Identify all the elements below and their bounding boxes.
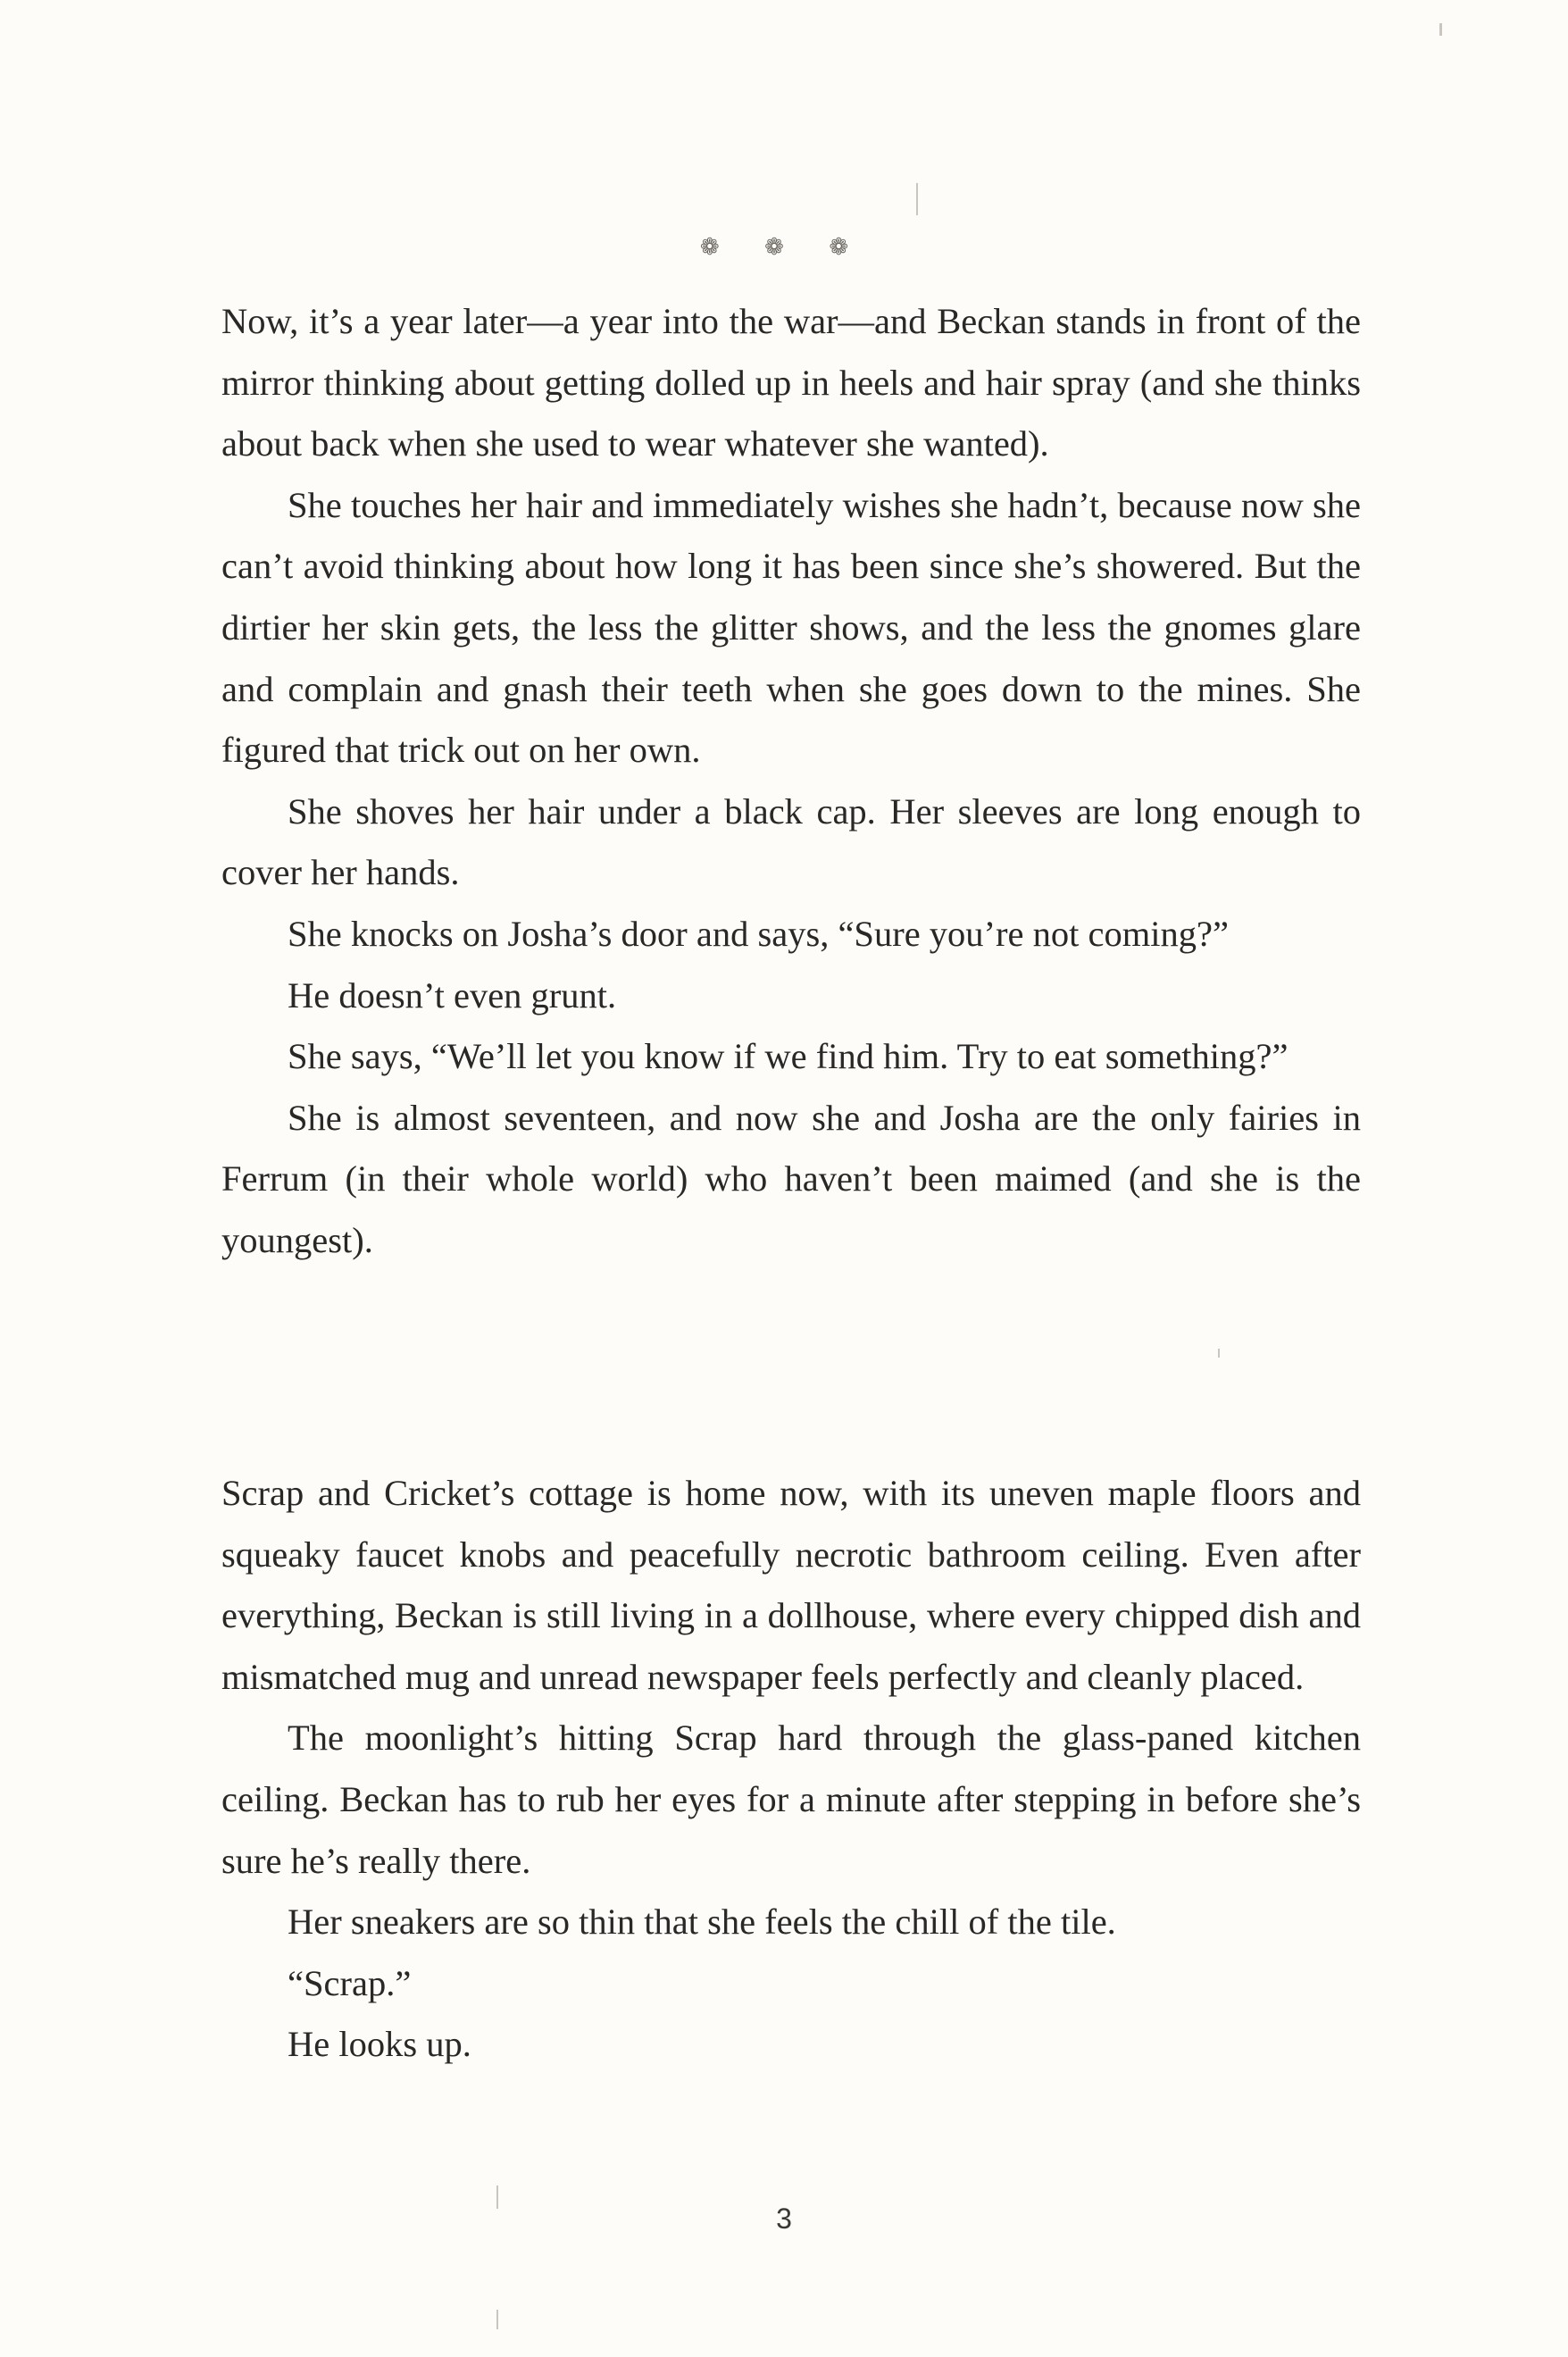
scan-speck <box>1439 23 1442 36</box>
paragraph: The moonlight’s hitting Scrap hard through the glass-paned kitchen ceiling. Beckan has to rub her eyes for a minute after stepping in before she’s sure he’s really there. <box>221 1718 1361 1881</box>
paragraph: He looks up. <box>288 2024 471 2065</box>
paragraph: She touches her hair and immediately wishes she hadn’t, because now she can’t avoid thinking about how long it has been since she’s showered. But the dirtier her skin gets, the less the glitter shows, and the less the gnomes glare and complain and gnash their teeth when she goes down to the mines. She figured that trick out on her own. <box>221 484 1361 771</box>
paragraph: “Scrap.” <box>288 1962 412 2003</box>
paragraph: She says, “We’ll let you know if we find him. Try to eat something?” <box>288 1036 1289 1077</box>
scan-speck <box>496 2186 498 2209</box>
paragraph: Now, it’s a year later—a year into the war—and Beckan stands in front of the mirror thinking about getting dolled up in heels and hair spray (and she thinks about back when she used to wear whatever she wanted). <box>221 301 1361 464</box>
paragraph: Her sneakers are so thin that she feels the chill of the tile. <box>288 1901 1116 1943</box>
paragraph: She knocks on Josha’s door and says, “Sure you’re not coming?” <box>288 913 1229 954</box>
paragraph: Scrap and Cricket’s cottage is home now, with its uneven maple floors and squeaky faucet knobs and peacefully necrotic bathroom ceiling. Even after everything, Beckan is still living in a dollhouse, where every chipped dish and mismatched mug and unread newspaper feels perfectly and cleanly placed. <box>221 1473 1361 1697</box>
scan-speck <box>1218 1349 1220 1358</box>
paragraph: He doesn’t even grunt. <box>288 974 617 1016</box>
section-1-text <box>221 291 1361 1272</box>
paragraph: She shoves her hair under a black cap. Her sleeves are long enough to cover her hands. <box>221 790 1361 893</box>
scan-speck <box>916 183 918 215</box>
scan-speck <box>496 2310 498 2329</box>
section-2-text <box>221 1463 1361 2076</box>
paragraph: She is almost seventeen, and now she and Josha are the only fairies in Ferrum (in their whole world) who haven’t been maimed (and she is the youngest). <box>221 1097 1361 1260</box>
section-break-ornament: ❁ ❁ ❁ <box>699 234 869 260</box>
page-number: 3 <box>776 2202 792 2235</box>
